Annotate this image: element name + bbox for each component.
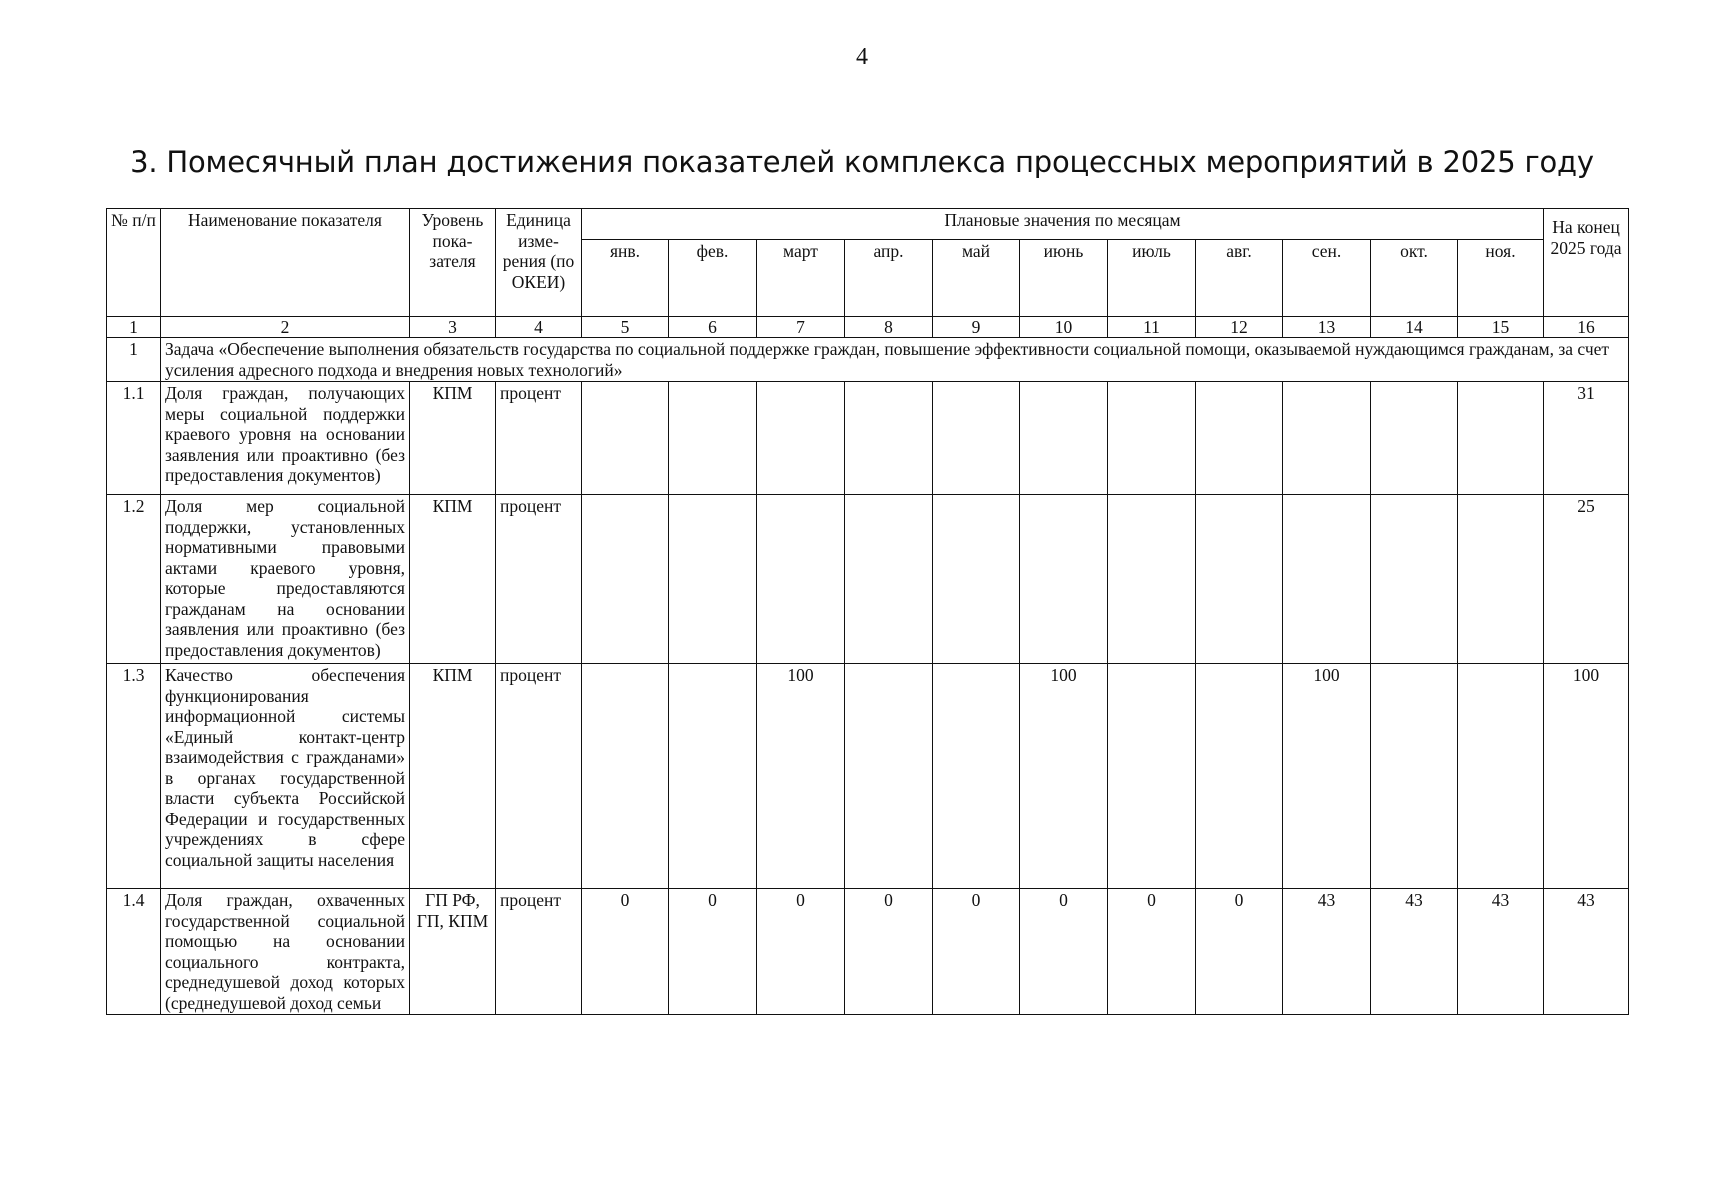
month-value [933, 495, 1020, 664]
month-value [757, 495, 845, 664]
month-value [1371, 382, 1458, 495]
month-value [845, 664, 933, 889]
month-value [845, 495, 933, 664]
indicator-row [107, 495, 1629, 664]
month-value [933, 382, 1020, 495]
header-month: авг. [1196, 240, 1283, 317]
month-value: 100 [757, 664, 845, 889]
month-value: 100 [1020, 664, 1108, 889]
month-value [1196, 664, 1283, 889]
month-value [1458, 495, 1544, 664]
indicator-level: ГП РФ, ГП, КПМ [410, 889, 496, 1015]
month-value [1108, 495, 1196, 664]
month-value [1020, 495, 1108, 664]
indicator-num: 1.3 [107, 664, 161, 889]
month-value [582, 495, 669, 664]
indicator-unit: процент [496, 495, 582, 664]
month-value [1196, 382, 1283, 495]
month-value [1283, 495, 1371, 664]
month-value: 0 [757, 889, 845, 1015]
month-value [1371, 664, 1458, 889]
end-of-year-value: 25 [1544, 495, 1629, 664]
task-text: Задача «Обеспечение выполнения обязательств государства по социальной поддержке граждан, повышение эффективности социальной помощи, оказываемой нуждающимся гражданам, за счет усиления адресного подхода и внедрения новых технологий» [161, 338, 1629, 382]
header-name: Наименование показателя [161, 209, 410, 317]
month-value [1020, 382, 1108, 495]
header-month: окт. [1371, 240, 1458, 317]
month-value [757, 382, 845, 495]
column-number-row [107, 317, 1629, 338]
indicator-level: КПМ [410, 664, 496, 889]
header-unit: Единица изме-рения (по ОКЕИ) [496, 209, 582, 317]
month-value: 0 [933, 889, 1020, 1015]
header-level: Уровень пока-зателя [410, 209, 496, 317]
column-number: 6 [669, 317, 757, 338]
header-month: фев. [669, 240, 757, 317]
month-value [582, 664, 669, 889]
header-planned-values: Плановые значения по месяцам [582, 209, 1544, 240]
end-of-year-value: 31 [1544, 382, 1629, 495]
month-value [582, 382, 669, 495]
month-value [1108, 664, 1196, 889]
month-value: 0 [669, 889, 757, 1015]
column-number: 5 [582, 317, 669, 338]
indicator-num: 1.1 [107, 382, 161, 495]
indicator-unit: процент [496, 382, 582, 495]
indicator-unit: процент [496, 889, 582, 1015]
column-number: 2 [161, 317, 410, 338]
indicator-name: Доля мер социальной поддержки, установленных нормативными правовыми актами краевого уровня, которые предоставляются гражданам на основании заявления или проактивно (без предоставления документов) [161, 495, 410, 664]
indicator-name: Доля граждан, охваченных государственной социальной помощью на основании социального контракта, среднедушевой доход которых (среднедушевой доход семьи [161, 889, 410, 1015]
month-value: 0 [582, 889, 669, 1015]
indicator-level: КПМ [410, 382, 496, 495]
column-number: 7 [757, 317, 845, 338]
month-value: 0 [1020, 889, 1108, 1015]
month-value: 43 [1283, 889, 1371, 1015]
month-value [669, 664, 757, 889]
indicator-name: Качество обеспечения функционирования информационной системы «Единый контакт-центр взаимодействия с гражданами» в органах государственной власти субъекта Российской Федерации и государственных учреждениях в сфере социальной защиты населения [161, 664, 410, 889]
document-title: 3. Помесячный план достижения показателей комплекса процессных мероприятий в 2025 году [130, 145, 1594, 179]
month-value: 0 [1196, 889, 1283, 1015]
column-number: 12 [1196, 317, 1283, 338]
column-number: 13 [1283, 317, 1371, 338]
task-row [107, 338, 1629, 382]
header-month: апр. [845, 240, 933, 317]
column-number: 10 [1020, 317, 1108, 338]
column-number: 4 [496, 317, 582, 338]
header-month: ноя. [1458, 240, 1544, 317]
task-num: 1 [107, 338, 161, 382]
indicator-num: 1.2 [107, 495, 161, 664]
column-number: 15 [1458, 317, 1544, 338]
column-number: 8 [845, 317, 933, 338]
month-value [1196, 495, 1283, 664]
month-value [1108, 382, 1196, 495]
column-number: 9 [933, 317, 1020, 338]
month-value [845, 382, 933, 495]
month-value [1283, 382, 1371, 495]
column-number: 3 [410, 317, 496, 338]
header-month: сен. [1283, 240, 1371, 317]
indicator-num: 1.4 [107, 889, 161, 1015]
header-month: март [757, 240, 845, 317]
month-value [669, 495, 757, 664]
month-value: 100 [1283, 664, 1371, 889]
column-number: 11 [1108, 317, 1196, 338]
header-month: янв. [582, 240, 669, 317]
indicator-unit: процент [496, 664, 582, 889]
month-value [1371, 495, 1458, 664]
indicator-name: Доля граждан, получающих меры социальной поддержки краевого уровня на основании заявления или проактивно (без предоставления документов) [161, 382, 410, 495]
month-value: 0 [845, 889, 933, 1015]
header-num: № п/п [107, 209, 161, 317]
indicator-row [107, 889, 1629, 1015]
month-value [1458, 664, 1544, 889]
month-value [669, 382, 757, 495]
end-of-year-value: 43 [1544, 889, 1629, 1015]
header-month: май [933, 240, 1020, 317]
month-value: 43 [1458, 889, 1544, 1015]
monthly-plan-table [106, 208, 1629, 1015]
month-value: 0 [1108, 889, 1196, 1015]
column-number: 16 [1544, 317, 1629, 338]
end-of-year-value: 100 [1544, 664, 1629, 889]
month-value: 43 [1371, 889, 1458, 1015]
column-number: 14 [1371, 317, 1458, 338]
indicator-row [107, 664, 1629, 889]
header-month: июнь [1020, 240, 1108, 317]
indicator-level: КПМ [410, 495, 496, 664]
header-month: июль [1108, 240, 1196, 317]
month-value [933, 664, 1020, 889]
page-number: 4 [856, 44, 868, 70]
indicator-row [107, 382, 1629, 495]
month-value [1458, 382, 1544, 495]
column-number: 1 [107, 317, 161, 338]
header-end-of-year: На конец 2025 года [1544, 209, 1629, 317]
